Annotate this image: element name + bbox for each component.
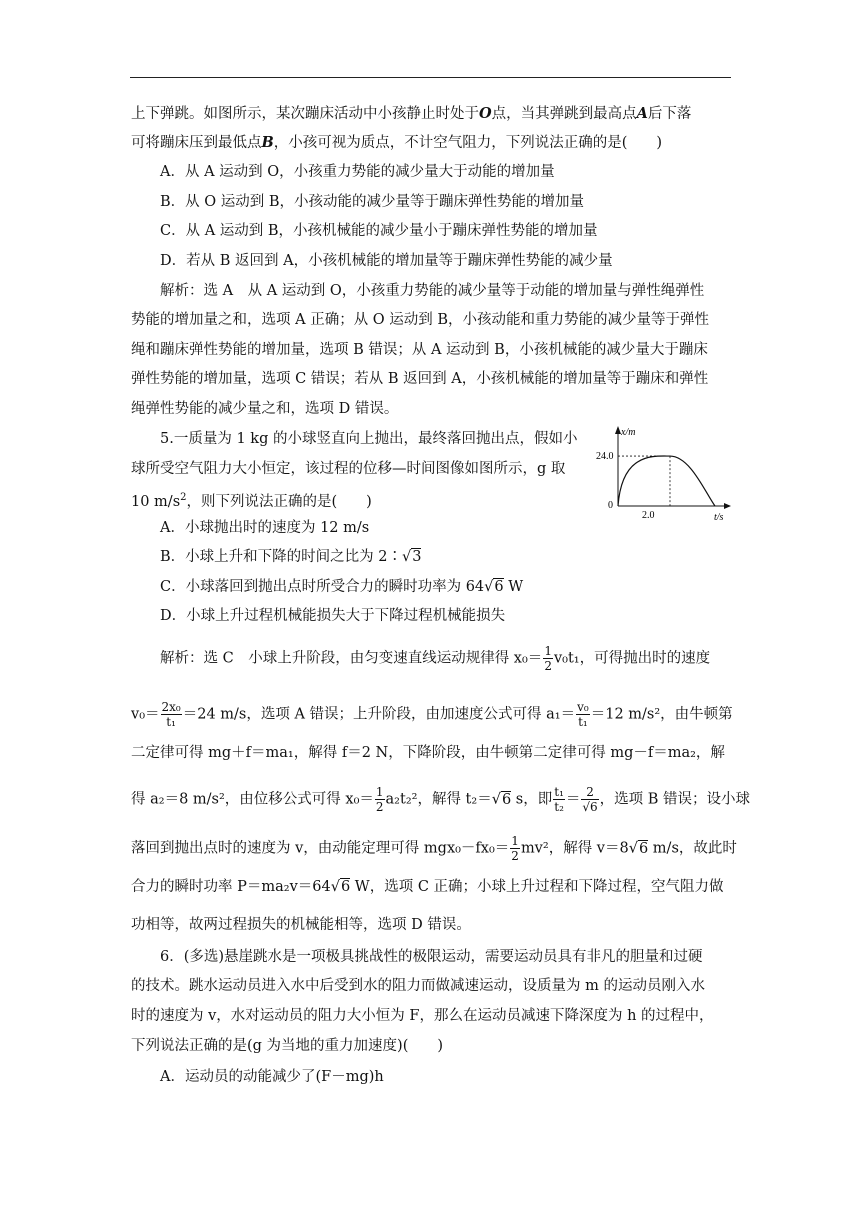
q5-stem-line-1: 5.一质量为 1 kg 的小球竖直向上抛出，最终落回抛出点，假如小 [160, 431, 578, 447]
q4-analysis-line-5: 绳弹性势能的减少量之和，选项 D 错误。 [131, 401, 399, 417]
q4-stem-line-2: 可将蹦床压到最低点B，小孩可视为质点，不计空气阻力，下列说法正确的是( ) [131, 134, 663, 151]
x-axis-label: t/s [714, 512, 724, 523]
q6-stem-line-1: 6．(多选)悬崖跳水是一项极具挑战性的极限运动，需要运动员具有非凡的胆量和过硬 [160, 949, 703, 965]
y-axis-label: x/m [621, 427, 636, 438]
q5-analysis-line-7: 功相等，故两过程损失的机械能相等，选项 D 错误。 [131, 917, 471, 933]
q5-analysis-line-1: 解析：选 C 小球上升阶段，由匀变速直线运动规律得 x₀＝ $\frac{1}{2}$ v₀t₁，可得抛出时的速度 [160, 644, 711, 673]
q5-analysis-line-3: 二定律可得 mg＋f＝ma₁，解得 f＝2 N，下降阶段，由牛顿第二定律可得 mg－f＝ma₂，解 [131, 745, 725, 761]
q4-analysis-line-4: 弹性势能的增加量，选项 C 错误；若从 B 返回到 A，小孩机械能的增加量等于蹦床和弹性 [131, 371, 709, 387]
q5-stem-line-3: 10 $m/s^2$，则下列说法正确的是( ) [131, 492, 372, 510]
q5-option-a: A．小球抛出时的速度为 12 m/s [160, 520, 370, 536]
q6-stem-line-4: 下列说法正确的是(g 为当地的重力加速度)( ) [131, 1038, 444, 1054]
q4-analysis-line-1: 解析：选 A 从 A 运动到 O，小孩重力势能的减少量等于动能的增加量与弹性绳弹性 [160, 283, 705, 299]
x-tick-label: 2.0 [642, 510, 655, 521]
q5-analysis-line-4: 得 a₂＝8 m/s²，由位移公式可得 x₀＝ $\frac{1}{2}$ a₂t₂²，解得 t₂＝√6 s，即 $\frac{\text{t₁}}{\text{t₂}}$ ＝ $\frac{2}{√6}$ ，选项 B 错误；设小球 [131, 785, 751, 814]
q4-option-b: B．从 O 运动到 B，小孩动能的减少量等于蹦床弹性势能的增加量 [160, 194, 585, 210]
q4-option-a: A．从 A 运动到 O，小孩重力势能的减少量大于动能的增加量 [160, 164, 555, 180]
q5-analysis-line-2: v₀＝ $\frac{\text{2x₀}}{\text{t₁}}$ ＝24 m/s，选项 A 错误；上升阶段，由加速度公式可得 a₁＝ $\frac{\text{v₀}}{\text{t₁}}$ ＝12 m/s²，由牛顿第 [131, 700, 733, 729]
q6-stem-line-2: 的技术。跳水运动员进入水中后受到水的阻力而做减速运动，设质量为 m 的运动员刚入水 [131, 978, 705, 994]
q4-option-c: C．从 A 运动到 B，小孩机械能的减少量小于蹦床弹性势能的增加量 [160, 223, 598, 239]
q5-stem-line-2: 球所受空气阻力大小恒定，该过程的位移—时间图像如图所示，g 取 [131, 461, 566, 477]
q5-option-d: D．小球上升过程机械能损失大于下降过程机械能损失 [160, 608, 506, 624]
t-axis-arrow [724, 503, 731, 509]
q6-option-a: A．运动员的动能减少了(F－mg)h [160, 1069, 384, 1085]
q5-analysis-line-6: 合力的瞬时功率 P＝ma₂v＝64√6 W，选项 C 正确；小球上升过程和下降过程，空气阻力做 [131, 879, 724, 895]
displacement-curve [618, 456, 715, 506]
displacement-time-graph [598, 422, 738, 522]
origin-label: 0 [608, 500, 613, 511]
q5-option-c: C．小球落回到抛出点时所受合力的瞬时功率为 64√6 W [160, 579, 524, 595]
q6-stem-line-3: 时的速度为 v，水对运动员的阻力大小恒为 F，那么在运动员减速下降深度为 h 的过程中， [131, 1008, 714, 1024]
y-tick-label: 24.0 [596, 451, 614, 462]
q5-option-b: B．小球上升和下降的时间之比为 2∶√3 [160, 549, 422, 565]
q4-option-d: D．若从 B 返回到 A，小孩机械能的增加量等于蹦床弹性势能的减少量 [160, 253, 613, 269]
q4-analysis-line-2: 势能的增加量之和，选项 A 正确；从 O 运动到 B，小孩动能和重力势能的减少量等于弹性 [131, 312, 710, 328]
q4-analysis-line-3: 绳和蹦床弹性势能的增加量，选项 B 错误；从 A 运动到 B，小孩机械能的减少量大于蹦床 [131, 342, 708, 358]
q4-stem-line-1: 上下弹跳。如图所示，某次蹦床活动中小孩静止时处于O点，当其弹跳到最高点A后下落 [131, 105, 692, 122]
header-rule [130, 77, 731, 78]
q5-analysis-line-5: 落回到抛出点时的速度为 v，由动能定理可得 mgx₀－fx₀＝ $\frac{1}{2}$ mv²，解得 v＝8√6 m/s，故此时 [131, 834, 737, 863]
